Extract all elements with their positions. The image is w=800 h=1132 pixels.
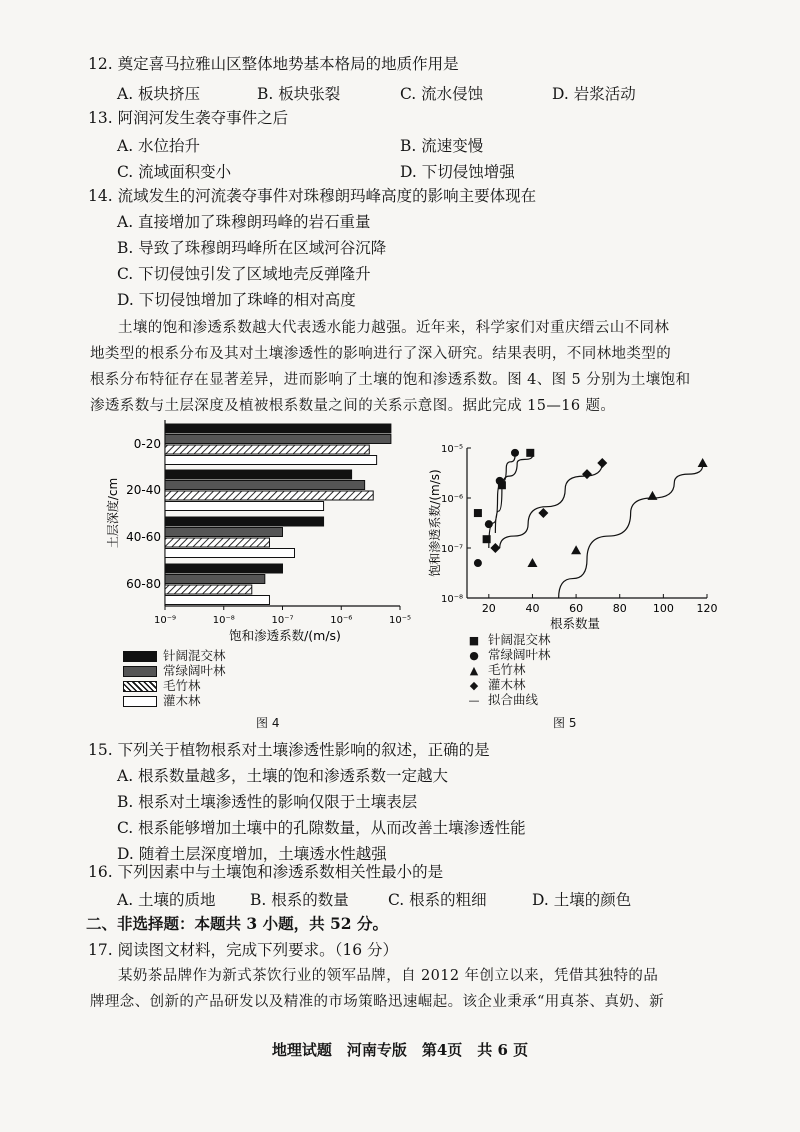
fig4-bar <box>165 456 377 465</box>
fig4-category-label: 20-40 <box>126 483 161 497</box>
fig4-legend <box>123 648 226 708</box>
fig4-x-tick-label: 10⁻⁶ <box>330 615 353 626</box>
q15-option-d: D. 随着土层深度增加，土壤透水性越强 <box>117 845 387 863</box>
fig4-bar <box>165 585 252 594</box>
fig5-legend-item: — 拟合曲线 <box>468 692 539 707</box>
fig5-fit-curve <box>495 456 532 533</box>
fig5-x-tick-label: 80 <box>612 602 627 615</box>
q15-option-b: B. 根系对土壤渗透性的影响仅限于土壤表层 <box>117 793 418 811</box>
q12-stem: 12. 奠定喜马拉雅山区整体地势基本格局的地质作用是 <box>88 55 459 73</box>
q12-option-b: B. 板块张裂 <box>257 85 341 103</box>
q12-option-a: A. 板块挤压 <box>117 85 201 103</box>
fig4-bar <box>165 424 391 433</box>
fig4-category-label: 0-20 <box>133 437 161 451</box>
fig5-point <box>474 559 482 567</box>
q13-option-d: D. 下切侵蚀增强 <box>400 163 515 181</box>
fig4-xlabel: 饱和渗透系数/(m/s) <box>229 628 341 643</box>
fig4-bar <box>165 445 369 454</box>
fig5-point <box>474 509 482 517</box>
fig4-bar <box>165 435 391 444</box>
section-2-title: 二、非选择题：本题共 3 小题，共 52 分。 <box>86 914 388 933</box>
fig5-legend-item: ● 常绿阔叶林 <box>469 647 551 662</box>
material-line-1: 土壤的饱和渗透系数越大代表透水能力越强。近年来，科学家们对重庆缙云山不同林 <box>118 320 670 336</box>
q15-stem: 15. 下列关于植物根系对土壤渗透性影响的叙述，正确的是 <box>88 741 490 759</box>
q14-stem: 14. 流域发生的河流袭夺事件对珠穆朗玛峰高度的影响主要体现在 <box>88 187 537 205</box>
fig4-caption: 图 4 <box>256 716 280 730</box>
figure-4-chart <box>95 418 420 646</box>
q13-option-b: B. 流速变慢 <box>400 137 484 155</box>
fig5-x-tick-label: 60 <box>569 602 584 615</box>
q15-option-c: C. 根系能够增加土壤中的孔隙数量，从而改善土壤渗透性能 <box>117 819 526 837</box>
fig5-y-tick-label: 10⁻⁵ <box>440 444 463 455</box>
fig4-bar <box>165 575 265 584</box>
fig5-point <box>511 449 519 457</box>
figure-5-chart <box>425 428 718 633</box>
q14-option-a: A. 直接增加了珠穆朗玛峰的岩石重量 <box>117 213 371 231</box>
fig4-x-tick-label: 10⁻⁸ <box>212 615 235 626</box>
q13-option-a: A. 水位抬升 <box>117 137 201 155</box>
fig4-legend-item: 针阔混交林 <box>123 648 226 663</box>
fig5-caption: 图 5 <box>553 716 577 730</box>
fig5-legend <box>466 632 551 707</box>
fig4-bar <box>165 528 283 537</box>
fig5-y-tick-label: 10⁻⁷ <box>440 544 463 555</box>
fig5-legend-item: ▲ 毛竹林 <box>469 662 526 677</box>
fig5-x-tick-label: 120 <box>696 602 718 615</box>
fig5-point <box>698 458 708 467</box>
fig4-bar <box>165 549 294 558</box>
q16-option-a: A. 土壤的质地 <box>117 891 216 909</box>
fig4-legend-item: 常绿阔叶林 <box>123 663 226 678</box>
fig5-point <box>496 477 504 485</box>
fig5-point <box>597 458 607 468</box>
fig4-x-tick-label: 10⁻⁵ <box>388 615 412 626</box>
fig5-point <box>571 545 581 554</box>
fig5-legend-item: ◆ 灌木林 <box>469 677 526 692</box>
fig5-ylabel: 饱和渗透系数/(m/s) <box>428 469 442 577</box>
material-line-4: 渗透系数与土层深度及植被根系数量之间的关系示意图。据此完成 15—16 题。 <box>90 398 616 414</box>
q16-option-c: C. 根系的粗细 <box>388 891 487 909</box>
fig4-ylabel: 土层深度/cm <box>106 477 120 549</box>
q17-text-line-1: 某奶茶品牌作为新式茶饮行业的领军品牌，自 2012 年创立以来，凭借其独特的品 <box>118 968 659 984</box>
q16-stem: 16. 下列因素中与土壤饱和渗透系数相关性最小的是 <box>88 863 444 881</box>
q14-option-b: B. 导致了珠穆朗玛峰所在区域河谷沉降 <box>117 239 387 257</box>
fig5-fit-curve <box>559 465 703 598</box>
fig5-xlabel: 根系数量 <box>549 616 601 631</box>
fig4-legend-item: 灌木林 <box>123 693 226 708</box>
fig4-bar <box>165 491 373 500</box>
fig4-bar <box>165 481 365 490</box>
q12-option-c: C. 流水侵蚀 <box>400 85 484 103</box>
fig4-x-tick-label: 10⁻⁹ <box>153 615 177 626</box>
material-line-2: 地类型的根系分布及其对土壤渗透性的影响进行了深入研究。结果表明，不同林地类型的 <box>90 346 672 362</box>
fig5-x-tick-label: 40 <box>525 602 540 615</box>
fig4-bar <box>165 470 352 479</box>
q17-stem: 17. 阅读图文材料，完成下列要求。（16 分） <box>88 941 398 959</box>
q16-option-d: D. 土壤的颜色 <box>532 891 632 909</box>
fig5-legend-item: ■ 针阔混交林 <box>468 632 551 647</box>
fig5-x-tick-label: 20 <box>481 602 496 615</box>
q17-text-line-2: 牌理念、创新的产品研发以及精准的市场策略迅速崛起。该企业秉承“用真茶、真奶、新 <box>90 994 665 1010</box>
q13-stem: 13. 阿润河发生袭夺事件之后 <box>88 109 289 127</box>
fig5-point <box>483 535 491 543</box>
fig4-x-tick-label: 10⁻⁷ <box>271 615 294 626</box>
fig4-bar <box>165 596 269 605</box>
fig4-category-label: 40-60 <box>126 530 161 544</box>
fig5-y-tick-label: 10⁻⁶ <box>440 494 463 505</box>
fig5-point <box>582 469 592 479</box>
page-footer: 地理试题 河南专版 第4页 共 6 页 <box>271 1041 529 1059</box>
fig5-point <box>527 558 537 567</box>
fig4-legend-item: 毛竹林 <box>123 678 226 693</box>
fig5-point <box>647 491 657 500</box>
fig4-bar <box>165 517 324 526</box>
fig5-point <box>538 508 548 518</box>
fig5-x-tick-label: 100 <box>652 602 674 615</box>
fig4-bar <box>165 538 269 547</box>
q14-option-c: C. 下切侵蚀引发了区域地壳反弹隆升 <box>117 265 371 283</box>
q14-option-d: D. 下切侵蚀增加了珠峰的相对高度 <box>117 291 356 309</box>
fig5-y-tick-label: 10⁻⁸ <box>440 594 463 605</box>
fig5-point <box>490 543 500 553</box>
q15-option-a: A. 根系数量越多，土壤的饱和渗透系数一定越大 <box>117 767 449 785</box>
q16-option-b: B. 根系的数量 <box>250 891 349 909</box>
fig5-point <box>526 449 534 457</box>
material-line-3: 根系分布特征存在显著差异，进而影响了土壤的饱和渗透系数。图 4、图 5 分别为土壤饱和 <box>90 372 691 388</box>
fig4-bar <box>165 502 324 511</box>
fig4-bar <box>165 564 283 573</box>
fig5-point <box>485 520 493 528</box>
q13-option-c: C. 流域面积变小 <box>117 163 232 181</box>
fig4-category-label: 60-80 <box>126 577 161 591</box>
q12-option-d: D. 岩浆活动 <box>552 85 636 103</box>
